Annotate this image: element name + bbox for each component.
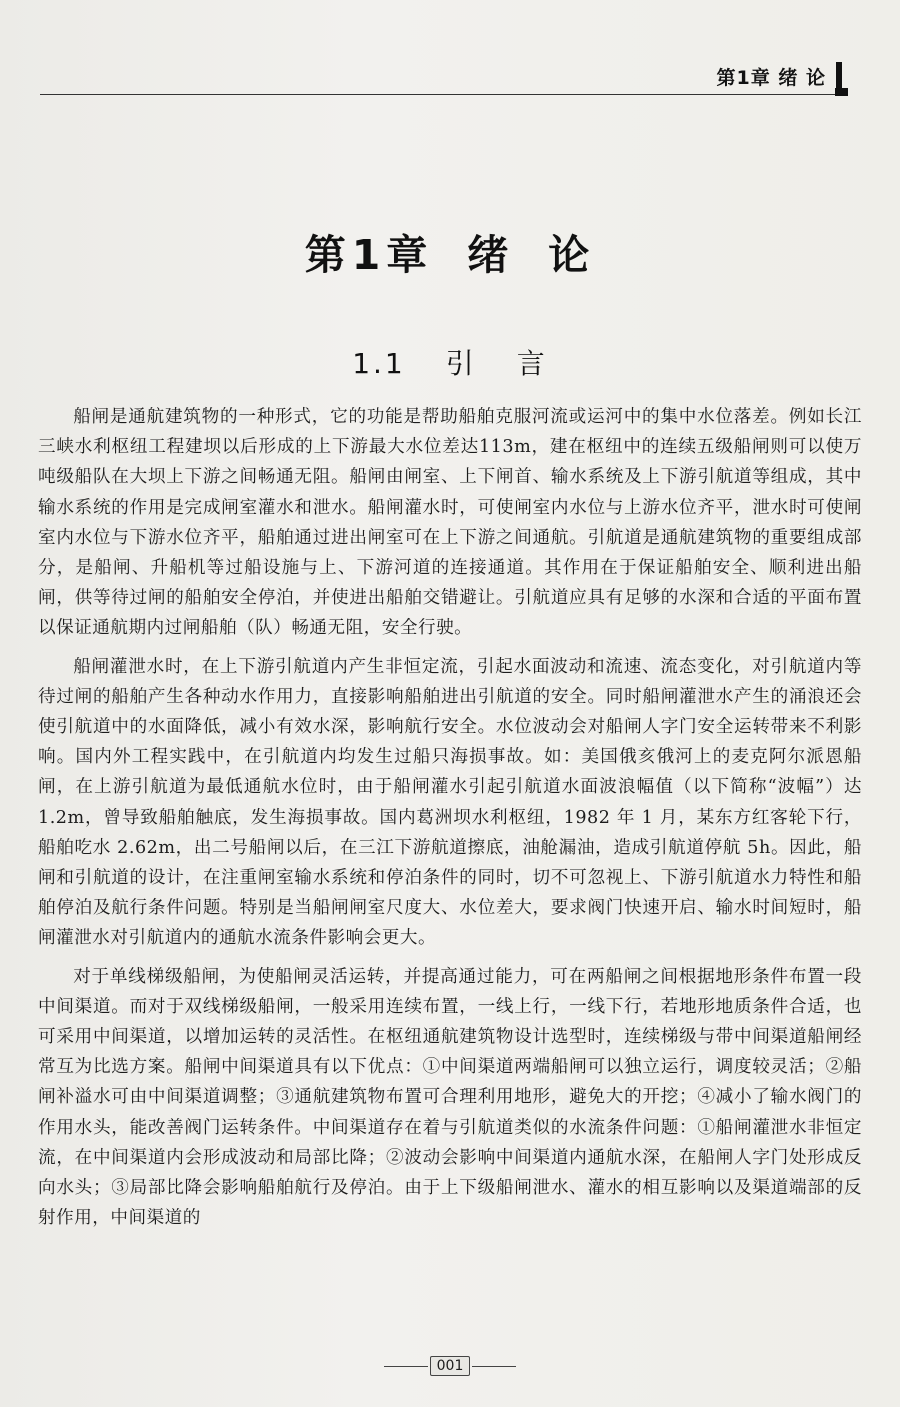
section-number: 1.1 xyxy=(352,347,406,380)
folio-right-rule xyxy=(472,1366,516,1367)
header-rule-end-mark xyxy=(835,88,848,96)
section-word-2: 言 xyxy=(516,347,548,380)
chapter-title xyxy=(0,222,900,281)
header-rule xyxy=(40,94,848,95)
section-title xyxy=(0,342,900,382)
page-folio xyxy=(0,1356,900,1376)
page-number: 001 xyxy=(430,1356,471,1376)
body-text xyxy=(38,402,862,1233)
paragraph-3: 对于单线梯级船闸，为使船闸灵活运转，并提高通过能力，可在两船闸之间根据地形条件布置一段中间渠道。而对于双线梯级船闸，一般采用连续布置，一线上行，一线下行，若地形地质条件合适，也可采用中间渠道，以增加运转的灵活性。在枢纽通航建筑物设计选型时，连续梯级与带中间渠道船闸经常互为比选方案。船闸中间渠道具有以下优点：①中间渠道两端船闸可以独立运行，调度较灵活；②船闸补溢水可由中间渠道调整；③通航建筑物布置可合理利用地形，避免大的开挖；④减小了输水阀门的作用水头，能改善阀门运转条件。中间渠道存在着与引航道类似的水流条件问题：①船闸灌泄水非恒定流，在中间渠道内会形成波动和局部比降；②波动会影响中间渠道内通航水深，在船闸人字门处形成反向水头；③局部比降会影响船舶航行及停泊。由于上下级船闸泄水、灌水的相互影响以及渠道端部的反射作用，中间渠道的 xyxy=(38,966,862,1229)
chapter-number: 第1章 xyxy=(304,231,434,279)
folio-left-rule xyxy=(384,1366,428,1367)
chapter-word-2: 论 xyxy=(548,231,596,279)
running-head xyxy=(717,62,842,90)
section-word-1: 引 xyxy=(445,347,477,380)
paragraph-1: 船闸是通航建筑物的一种形式，它的功能是帮助船舶克服河流或运河中的集中水位落差。例如长江三峡水利枢纽工程建坝以后形成的上下游最大水位差达113m，建在枢纽中的连续五级船闸则可以使万吨级船队在大坝上下游之间畅通无阻。船闸由闸室、上下闸首、输水系统及上下游引航道等组成，其中输水系统的作用是完成闸室灌水和泄水。船闸灌水时，可使闸室内水位与上游水位齐平，泄水时可使闸室内水位与下游水位齐平，船舶通过进出闸室可在上下游之间通航。引航道是通航建筑物的重要组成部分，是船闸、升船机等过船设施与上、下游河道的连接通道。其作用在于保证船舶安全、顺利进出船闸，供等待过闸的船舶安全停泊，并使进出船舶交错避让。引航道应具有足够的水深和合适的平面布置以保证通航期内过闸船舶（队）畅通无阻，安全行驶。 xyxy=(38,407,862,639)
chapter-word-1: 绪 xyxy=(467,231,515,279)
running-head-bar xyxy=(836,62,842,90)
running-head-text: 第1章 绪 论 xyxy=(716,66,826,89)
paragraph-2: 船闸灌泄水时，在上下游引航道内产生非恒定流，引起水面波动和流速、流态变化，对引航道内等待过闸的船舶产生各种动水作用力，直接影响船舶进出引航道的安全。同时船闸灌泄水产生的涌浪还会使引航道中的水面降低，减小有效水深，影响航行安全。水位波动会对船闸人字门安全运转带来不利影响。国内外工程实践中，在引航道内均发生过船只海损事故。如：美国俄亥俄河上的麦克阿尔派恩船闸，在上游引航道为最低通航水位时，由于船闸灌水引起引航道水面波浪幅值（以下简称“波幅”）达 1.2m，曾导致船舶触底，发生海损事故。国内葛洲坝水利枢纽，1982 年 1 月，某东方红客轮下行，船舶吃水 2.62m，出二号船闸以后，在三江下游航道擦底，油舱漏油，造成引航道停航 5h。因此，船闸和引航道的设计，在注重闸室输水系统和停泊条件的同时，切不可忽视上、下游引航道水力特性和船舶停泊及航行条件问题。特别是当船闸闸室尺度大、水位差大，要求阀门快速开启、输水时间短时，船闸灌泄水对引航道内的通航水流条件影响会更大。 xyxy=(38,656,862,949)
